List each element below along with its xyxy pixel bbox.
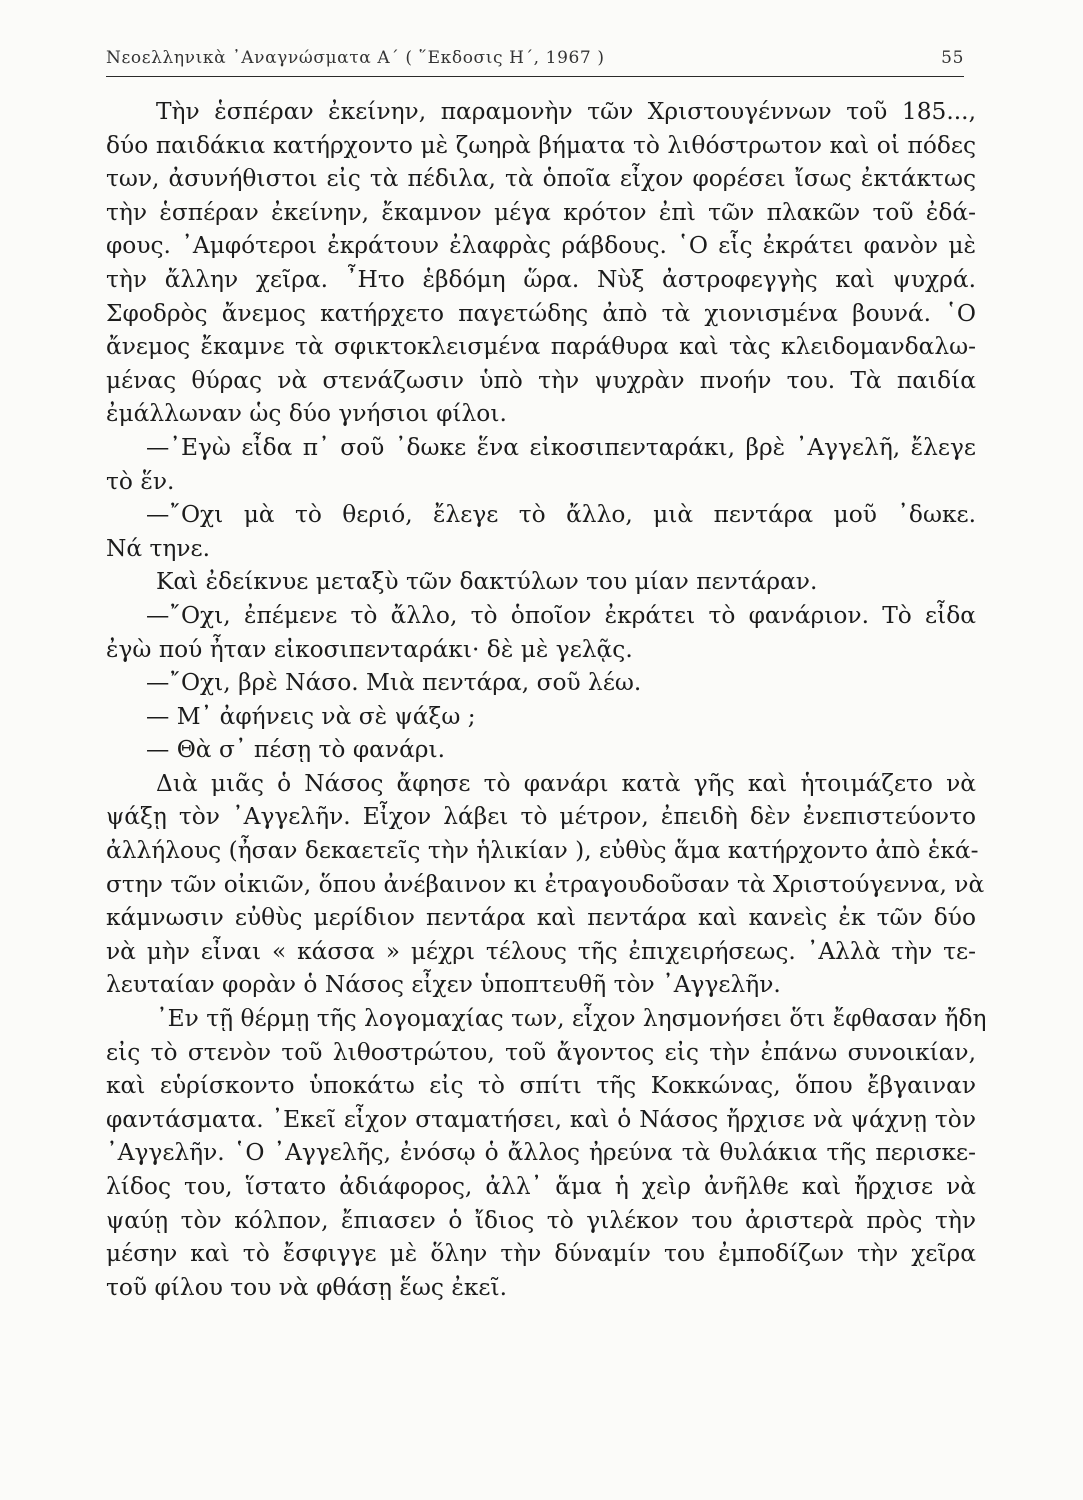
text-line: φους. ᾿Αμφότεροι ἐκράτουν ἐλαφρὰς ράβδους. ῾Ο εἷς ἐκράτει φανὸν μὲ [106,232,976,260]
dialogue-line: — Μ᾿ ἀφήνεις νὰ σὲ ψάξω ; [146,702,476,730]
text-line: κάμνωσιν εὐθὺς μερίδιον πεντάρα καὶ πεντάρα καὶ κανεὶς ἐκ τῶν δύο [106,904,976,932]
text-line: τὸ ἕν. [106,467,175,495]
text-line: ᾿Εν τῇ θέρμῃ τῆς λογομαχίας των, εἶχον λησμονήσει ὅτι ἔφθασαν ἤδη [156,1005,987,1033]
text-line: ᾿Αγγελῆν. ῾Ο ᾿Αγγελῆς, ἐνόσῳ ὁ ἄλλος ἠρεύνα τὰ θυλάκια τῆς περισκε- [106,1139,976,1167]
text-line: τὴν ἑσπέραν ἐκείνην, ἔκαμνον μέγα κρότον ἐπὶ τῶν πλακῶν τοῦ ἐδά- [106,198,976,226]
dialogue-line: —᾿Εγὼ εἶδα π᾿ σοῦ ᾿δωκε ἕνα εἰκοσιπενταράκι, βρὲ ᾿Αγγελῆ, ἔλεγε [146,433,976,461]
text-line: Σφοδρὸς ἄνεμος κατήρχετο παγετώδης ἀπὸ τὰ χιονισμένα βουνά. ῾Ο [106,299,976,327]
text-line: νὰ μὴν εἶναι « κάσσα » μέχρι τέλους τῆς ἐπιχειρήσεως. ᾿Αλλὰ τὴν τε- [106,937,976,965]
text-line: ψάξῃ τὸν ᾿Αγγελῆν. Εἶχον λάβει τὸ μέτρον, ἐπειδὴ δὲν ἐνεπιστεύοντο [106,803,976,831]
text-line: τοῦ φίλου του νὰ φθάσῃ ἕως ἐκεῖ. [106,1273,508,1301]
story-text [106,95,987,1304]
text-line: φαντάσματα. ᾿Εκεῖ εἶχον σταματήσει, καὶ ὁ Νάσος ἤρχισε νὰ ψάχνῃ τὸν [106,1105,976,1133]
text-line: λευταίαν φορὰν ὁ Νάσος εἶχεν ὑποπτευθῆ τὸν ᾿Αγγελῆν. [106,971,781,999]
running-title: Νεοελληνικὰ ᾿Αναγνώσματα Α΄ ( ῞Εκδοσις Η΄, 1967 ) [106,48,605,68]
text-line: καὶ εὑρίσκοντο ὑποκάτω εἰς τὸ σπίτι τῆς Κοκκώνας, ὅπου ἔβγαιναν [106,1072,976,1100]
text-line: ἀλλήλους (ἦσαν δεκαετεῖς τὴν ἡλικίαν ), εὐθὺς ἅμα κατήρχοντο ἀπὸ ἑκά- [106,837,979,865]
text-line: στην τῶν οἰκιῶν, ὅπου ἀνέβαινον κι ἐτραγουδοῦσαν τὰ Χριστούγεννα, νὰ [106,870,985,898]
text-line: μέσην καὶ τὸ ἔσφιγγε μὲ ὅλην τὴν δύναμίν του ἐμποδίζων τὴν χεῖρα [106,1240,976,1268]
text-line: δύο παιδάκια κατήρχοντο μὲ ζωηρὰ βήματα τὸ λιθόστρωτον καὶ οἱ πόδες [106,131,976,159]
text-line: Καὶ ἐδείκνυε μεταξὺ τῶν δακτύλων του μίαν πεντάραν. [156,568,818,596]
text-line: ψαύῃ τὸν κόλπον, ἔπιασεν ὁ ἴδιος τὸ γιλέκον του ἀριστερὰ πρὸς τὴν [106,1206,976,1234]
text-line: ἐμάλλωναν ὡς δύο γνήσιοι φίλοι. [106,400,507,428]
dialogue-line: —῎Οχι, ἐπέμενε τὸ ἄλλο, τὸ ὁποῖον ἐκράτει τὸ φανάριον. Τὸ εἶδα [146,601,976,629]
text-line: Νά τηνε. [106,534,211,562]
text-line: Διὰ μιᾶς ὁ Νάσος ἄφησε τὸ φανάρι κατὰ γῆς καὶ ἡτοιμάζετο νὰ [156,769,976,797]
text-line: Τὴν ἑσπέραν ἐκείνην, παραμονὴν τῶν Χριστουγέννων τοῦ 185..., [156,98,976,125]
text-line: μένας θύρας νὰ στενάζωσιν ὑπὸ τὴν ψυχρὰν πνοήν του. Τὰ παιδία [106,366,976,394]
text-line: τὴν ἄλλην χεῖρα. ῏Ητο ἑβδόμη ὥρα. Νὺξ ἀστροφεγγὴς καὶ ψυχρά. [106,265,976,293]
page-number: 55 [941,48,964,68]
dialogue-line: —῎Οχι, βρὲ Νάσο. Μιὰ πεντάρα, σοῦ λέω. [146,669,642,697]
text-line: ἐγὼ πού ἦταν εἰκοσιπενταράκι· δὲ μὲ γελᾷς. [106,635,633,663]
text-line: ἄνεμος ἔκαμνε τὰ σφικτοκλεισμένα παράθυρα καὶ τὰς κλειδομανδαλω- [106,333,976,361]
text-line: των, ἀσυνήθιστοι εἰς τὰ πέδιλα, τὰ ὁποῖα εἶχον φορέσει ἴσως ἐκτάκτως [106,165,976,193]
dialogue-line: —῎Οχι μὰ τὸ θεριό, ἔλεγε τὸ ἄλλο, μιὰ πεντάρα μοῦ ᾿δωκε. [146,501,976,529]
text-line: λίδος του, ἵστατο ἀδιάφορος, ἀλλ᾿ ἅμα ἡ χεὶρ ἀνῆλθε καὶ ἤρχισε νὰ [106,1173,976,1200]
dialogue-line: — Θὰ σ᾿ πέσῃ τὸ φανάρι. [146,736,446,764]
text-line: εἰς τὸ στενὸν τοῦ λιθοστρώτου, τοῦ ἄγοντος εἰς τὴν ἐπάνω συνοικίαν, [106,1038,976,1066]
running-header [106,42,964,77]
